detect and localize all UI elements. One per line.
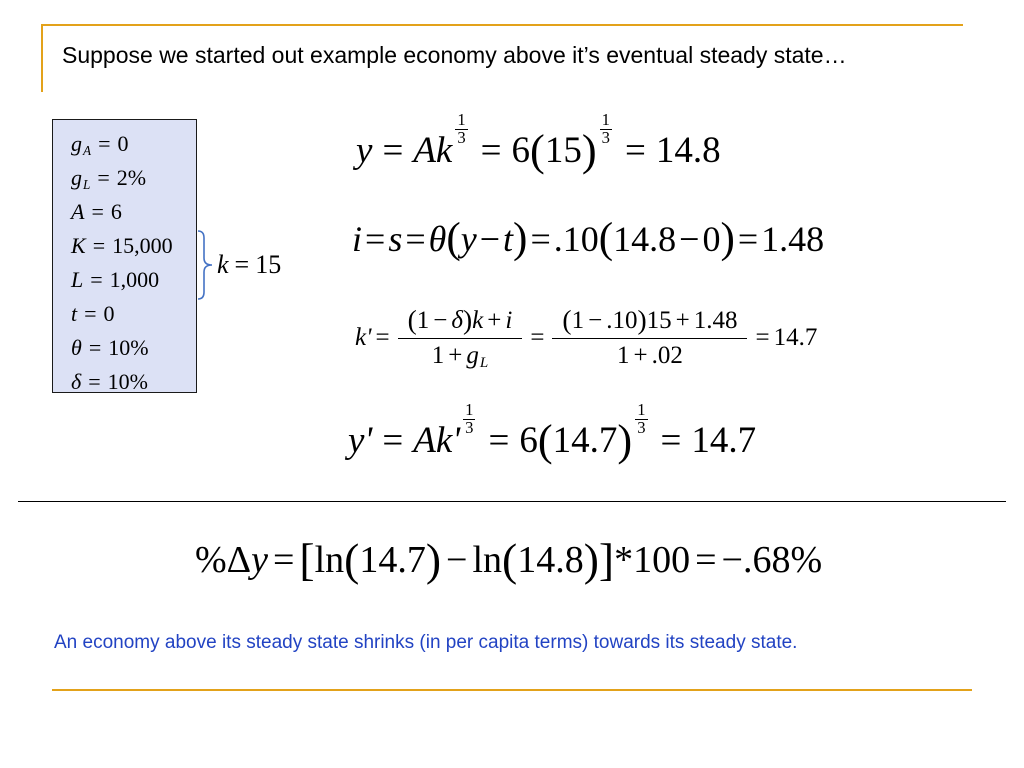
- math-variable: y: [356, 129, 373, 171]
- math-number: 14.8: [517, 539, 584, 581]
- math-number: .10: [606, 306, 638, 334]
- exponent-denominator: 3: [465, 417, 474, 437]
- parameter-box: [52, 119, 197, 393]
- exponent-denominator: 3: [637, 417, 646, 437]
- parameter-line: [71, 297, 196, 331]
- math-operator: =: [382, 129, 404, 171]
- math-bracket: ): [583, 534, 599, 586]
- next-output-equation: [348, 400, 757, 470]
- math-variable: k: [217, 250, 229, 279]
- math-number: 0: [117, 131, 129, 156]
- math-variable: t: [503, 219, 514, 259]
- math-variable: L: [71, 267, 84, 292]
- math-bracket: ): [425, 534, 442, 586]
- math-number: 10%: [108, 335, 149, 360]
- math-variable: k': [355, 323, 372, 351]
- math-variable: A: [71, 199, 85, 224]
- exponent-fraction: [600, 112, 612, 146]
- parameter-line: [71, 229, 196, 263]
- exponent-denominator: 3: [457, 127, 466, 147]
- math-bracket: (: [562, 304, 572, 336]
- math-operator: +: [633, 341, 648, 369]
- subscripted-variable: [71, 131, 92, 158]
- math-operator: +: [448, 341, 463, 369]
- math-operator: =: [737, 219, 759, 259]
- math-number: 6: [110, 199, 122, 224]
- math-operator: =: [695, 539, 717, 581]
- math-bracket: ]: [598, 534, 615, 586]
- math-operator: −: [433, 306, 448, 334]
- math-number: 2%: [116, 165, 147, 190]
- math-operator: =: [92, 233, 106, 258]
- exponent-numerator: 1: [637, 400, 646, 420]
- math-number: 1: [416, 306, 430, 334]
- conclusion-text: An economy above its steady state shrinks (in per capita terms) towards its steady state.: [54, 632, 798, 653]
- fraction: [552, 306, 747, 368]
- math-variable: s: [388, 219, 403, 259]
- exponent-numerator: 1: [457, 110, 466, 130]
- percent-change-equation: [195, 530, 822, 590]
- math-number: 15: [544, 129, 582, 171]
- fraction: [398, 304, 523, 372]
- math-variable: t: [71, 301, 78, 326]
- math-variable: i: [505, 306, 513, 334]
- math-variable: θ: [428, 219, 447, 259]
- subscript: L: [479, 355, 489, 372]
- math-number: 15: [255, 250, 282, 279]
- math-number: 14.7: [552, 419, 618, 461]
- math-variable: K: [71, 233, 86, 258]
- math-bracket: (: [598, 215, 614, 263]
- fraction-denominator: [552, 338, 747, 368]
- parameter-line: [71, 161, 196, 195]
- math-variable: y': [348, 419, 373, 461]
- subscript: L: [83, 176, 91, 192]
- parameter-line: [71, 331, 196, 365]
- math-operator: −: [446, 539, 468, 581]
- math-number: 0: [103, 301, 115, 326]
- math-operator: =: [91, 199, 104, 224]
- math-number: −.68%: [721, 539, 823, 581]
- math-variable: g: [71, 165, 82, 190]
- math-operator: =: [88, 335, 102, 360]
- subscript: A: [83, 142, 92, 158]
- math-number: 14.7: [773, 323, 818, 351]
- math-bracket: ): [617, 414, 633, 465]
- math-number: 10%: [107, 369, 148, 394]
- math-variable: i: [352, 219, 363, 259]
- math-variable: y: [251, 539, 268, 581]
- exponent-numerator: 1: [601, 110, 610, 130]
- math-operator: =: [488, 419, 510, 461]
- math-number: 14.7: [691, 419, 757, 461]
- math-bracket: ): [637, 304, 647, 336]
- bottom-accent-rule: [52, 689, 972, 691]
- math-number: %: [195, 539, 227, 581]
- exponent-numerator: 1: [465, 400, 474, 420]
- math-variable: δ: [71, 369, 82, 394]
- parameter-line: [71, 365, 196, 399]
- math-number: 1.48: [693, 306, 738, 334]
- math-number: 0: [702, 219, 721, 259]
- math-operator: −: [479, 219, 501, 259]
- math-operator: −: [679, 219, 700, 259]
- output-equation: [356, 110, 721, 180]
- math-variable: Ak': [413, 419, 461, 461]
- math-bracket: ): [581, 124, 597, 175]
- math-bracket: (: [446, 215, 461, 263]
- math-variable: g: [466, 341, 479, 369]
- math-number: 6: [519, 419, 538, 461]
- math-operator: =: [755, 323, 770, 351]
- math-function: ln: [314, 539, 345, 581]
- math-operator: =: [272, 539, 295, 581]
- math-bracket: ): [720, 215, 735, 263]
- math-number: Δ: [226, 539, 252, 581]
- fraction-numerator: [398, 306, 523, 338]
- math-bracket: (: [344, 534, 360, 586]
- math-number: 14.8: [613, 219, 677, 259]
- fraction-numerator: [552, 306, 747, 338]
- math-operator: −: [588, 306, 603, 334]
- math-operator: =: [624, 129, 646, 171]
- math-operator: =: [382, 419, 404, 461]
- investment-equation: [352, 209, 824, 269]
- math-number: 15: [646, 306, 672, 334]
- capital-per-worker-label: [217, 250, 281, 280]
- math-operator: =: [480, 129, 502, 171]
- math-number: *100: [614, 539, 691, 581]
- math-operator: =: [530, 323, 545, 351]
- math-number: .10: [553, 219, 599, 259]
- math-operator: =: [98, 131, 111, 156]
- parameter-line: [71, 263, 196, 297]
- top-accent-rule: [42, 24, 963, 26]
- math-variable: g: [71, 131, 82, 156]
- math-number: 6: [511, 129, 531, 171]
- exponent-fraction: [455, 112, 467, 146]
- math-operator: =: [660, 419, 682, 461]
- fraction-denominator: [398, 338, 523, 372]
- left-accent-rule: [41, 24, 43, 92]
- math-bracket: ): [462, 304, 473, 336]
- math-operator: =: [88, 369, 101, 394]
- exponent-fraction: [635, 402, 647, 436]
- subscripted-variable: [466, 341, 489, 372]
- math-number: 14.8: [655, 129, 721, 171]
- math-operator: =: [365, 219, 386, 259]
- math-bracket: (: [502, 534, 518, 586]
- math-operator: =: [97, 165, 110, 190]
- math-operator: =: [405, 219, 426, 259]
- math-variable: k: [472, 306, 484, 334]
- math-bracket: [: [299, 534, 315, 586]
- math-operator: =: [375, 323, 390, 351]
- capital-accumulation-equation: [355, 302, 817, 372]
- math-variable: y: [460, 219, 477, 259]
- math-bracket: ): [513, 215, 528, 263]
- exponent-denominator: 3: [601, 127, 610, 147]
- parameter-line: [71, 127, 196, 161]
- slide-title: Suppose we started out example economy above it’s eventual steady state…: [62, 42, 847, 68]
- math-number: 15,000: [112, 233, 173, 258]
- math-operator: =: [90, 267, 103, 292]
- parameter-line: [71, 195, 196, 229]
- math-operator: =: [84, 301, 97, 326]
- math-number: 1,000: [109, 267, 160, 292]
- math-operator: =: [234, 250, 250, 279]
- math-variable: Ak: [413, 129, 453, 171]
- math-number: 1: [617, 341, 630, 369]
- section-divider: [18, 501, 1006, 502]
- math-number: 1: [431, 341, 445, 369]
- math-number: 1: [571, 306, 585, 334]
- math-variable: θ: [71, 335, 82, 360]
- math-operator: +: [487, 306, 502, 334]
- subscripted-variable: [71, 165, 91, 192]
- math-bracket: (: [530, 124, 545, 175]
- math-number: 1.48: [761, 219, 825, 259]
- math-number: 14.7: [359, 539, 426, 581]
- math-bracket: (: [537, 414, 553, 465]
- math-operator: =: [530, 219, 551, 259]
- math-number: .02: [651, 341, 683, 369]
- math-operator: +: [675, 306, 690, 334]
- math-function: ln: [472, 539, 503, 581]
- math-variable: δ: [451, 306, 463, 334]
- exponent-fraction: [463, 402, 475, 436]
- math-bracket: (: [407, 304, 417, 336]
